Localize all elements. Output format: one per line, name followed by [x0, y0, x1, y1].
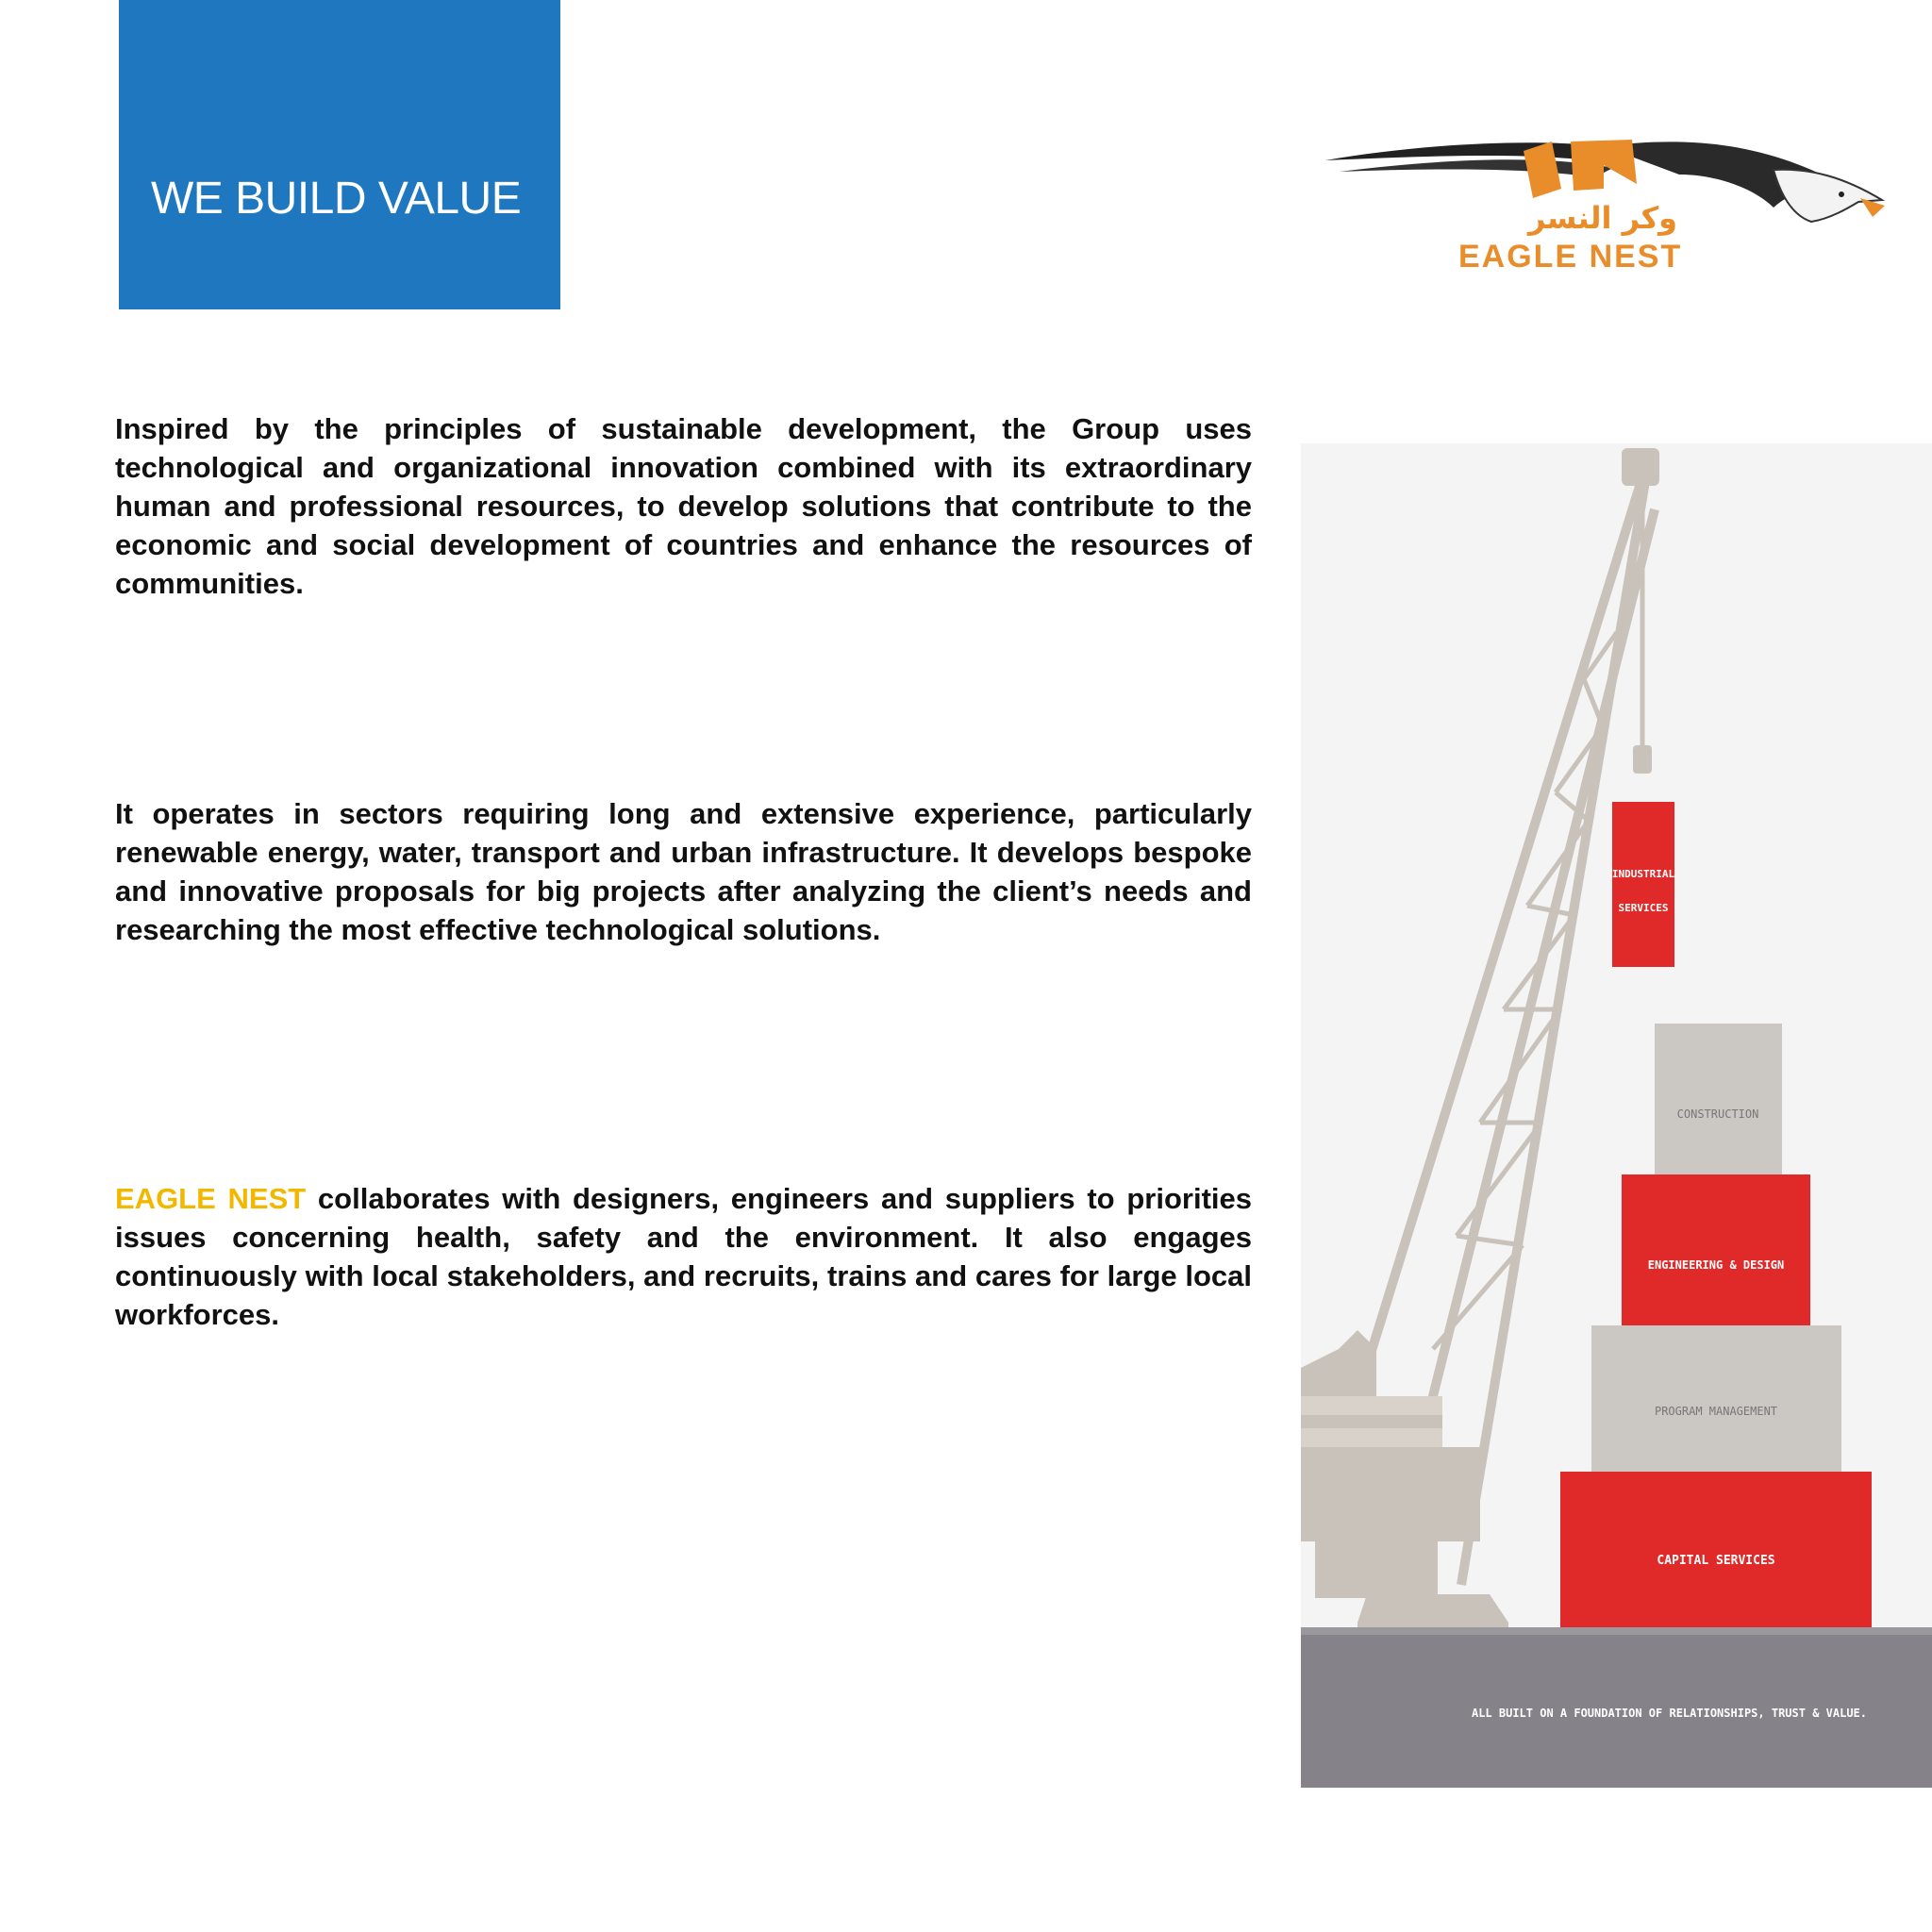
- block-industrial-label-2: SERVICES: [1618, 902, 1669, 914]
- crane-illustration-icon: [1301, 443, 1932, 1788]
- block-program-label: PROGRAM MANAGEMENT: [1654, 1405, 1778, 1418]
- block-construction: [1655, 1024, 1782, 1184]
- block-engineering-label: ENGINEERING & DESIGN: [1647, 1258, 1785, 1272]
- block-construction-label: CONSTRUCTION: [1676, 1108, 1759, 1121]
- paragraph-collaboration-text: collaborates with designers, engineers and suppliers to priorities issues concerning health, safety and the environment. It also engages continuously with local stakeholders, and recruits, trains and cares for large local workforces.: [115, 1182, 1252, 1331]
- block-industrial-label-1: INDUSTRIAL: [1611, 868, 1675, 880]
- page-title: WE BUILD VALUE: [151, 174, 522, 224]
- crane-blocks-illustration: [1301, 443, 1932, 1788]
- block-capital-label: CAPITAL SERVICES: [1657, 1554, 1775, 1568]
- paragraph-sectors: It operates in sectors requiring long and extensive experience, particularly renewable energy, water, transport and urban infrastructure. It develops bespoke and innovative proposals for big projects after analyzing the client’s needs and researching the most effective technological solutions.: [115, 797, 1252, 946]
- paragraph-sustainability: Inspired by the principles of sustainable development, the Group uses technological and organizational innovation combined with its extraordinary human and professional resources, to develop solutions that contribute to the economic and social development of countries and enhance the resources of communities.: [115, 412, 1252, 600]
- block-industrial-services: [1612, 802, 1674, 967]
- logo-latin-text: EAGLE NEST: [1458, 239, 1683, 275]
- eagle-nest-logo: [1321, 132, 1887, 283]
- title-banner: [119, 0, 560, 309]
- paragraph-collaboration: [115, 1179, 1252, 1334]
- brand-name: EAGLE NEST: [115, 1182, 307, 1215]
- block-engineering-design: [1622, 1174, 1810, 1340]
- foundation-label: ALL BUILT ON A FOUNDATION OF RELATIONSHIPS, TRUST & VALUE.: [1471, 1707, 1867, 1720]
- logo-arabic-text: وكر النسر: [1528, 200, 1678, 236]
